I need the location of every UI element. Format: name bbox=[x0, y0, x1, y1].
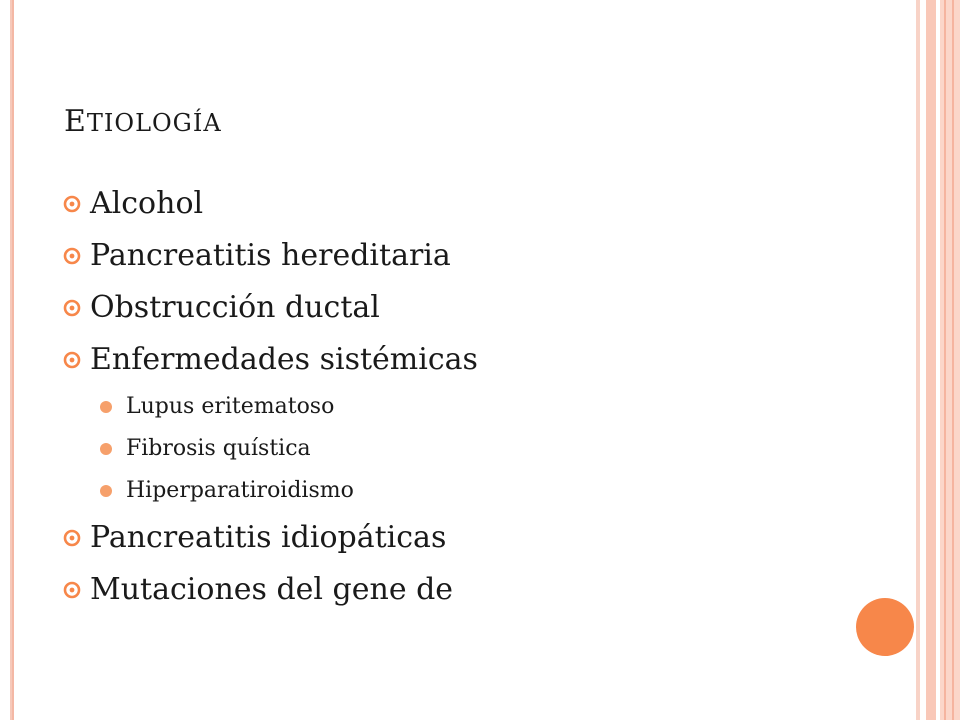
orange-ring-dot-icon bbox=[62, 350, 82, 370]
list-item bbox=[62, 230, 882, 282]
orange-ring-dot-icon bbox=[62, 246, 82, 266]
list-item bbox=[62, 512, 882, 564]
list-item-label: Alcohol bbox=[90, 186, 204, 221]
list-item-label: Obstrucción ductal bbox=[90, 290, 380, 325]
sub-list-item-label: Lupus eritematoso bbox=[126, 394, 335, 419]
orange-dot-icon bbox=[100, 485, 112, 497]
sub-list-item bbox=[62, 428, 882, 470]
right-stripe-line bbox=[952, 0, 954, 720]
list-item bbox=[62, 178, 882, 230]
sub-list-item bbox=[62, 386, 882, 428]
list-item-label: Mutaciones del gene de bbox=[90, 572, 454, 607]
orange-dot-icon bbox=[100, 401, 112, 413]
left-frame-inner-line bbox=[10, 0, 12, 720]
sub-list-item-label: Fibrosis quística bbox=[126, 436, 311, 461]
title-rest: TIOLOGÍA bbox=[86, 109, 222, 137]
list-item bbox=[62, 282, 882, 334]
bullet-list bbox=[62, 178, 882, 616]
list-item-label: Pancreatitis hereditaria bbox=[90, 238, 451, 273]
sub-list-item-label: Hiperparatiroidismo bbox=[126, 478, 354, 503]
list-item-label: Pancreatitis idiopáticas bbox=[90, 520, 447, 555]
orange-ring-dot-icon bbox=[62, 528, 82, 548]
sub-list-item bbox=[62, 470, 882, 512]
right-stripe-line bbox=[944, 0, 946, 720]
orange-dot-icon bbox=[100, 443, 112, 455]
list-item bbox=[62, 564, 882, 616]
title-initial: E bbox=[64, 104, 87, 139]
right-stripe bbox=[926, 0, 936, 720]
orange-ring-dot-icon bbox=[62, 194, 82, 214]
orange-ring-dot-icon bbox=[62, 298, 82, 318]
right-stripe bbox=[940, 0, 960, 720]
slide-title bbox=[64, 104, 222, 139]
orange-ring-dot-icon bbox=[62, 580, 82, 600]
list-item bbox=[62, 334, 882, 386]
list-item-label: Enfermedades sistémicas bbox=[90, 342, 478, 377]
